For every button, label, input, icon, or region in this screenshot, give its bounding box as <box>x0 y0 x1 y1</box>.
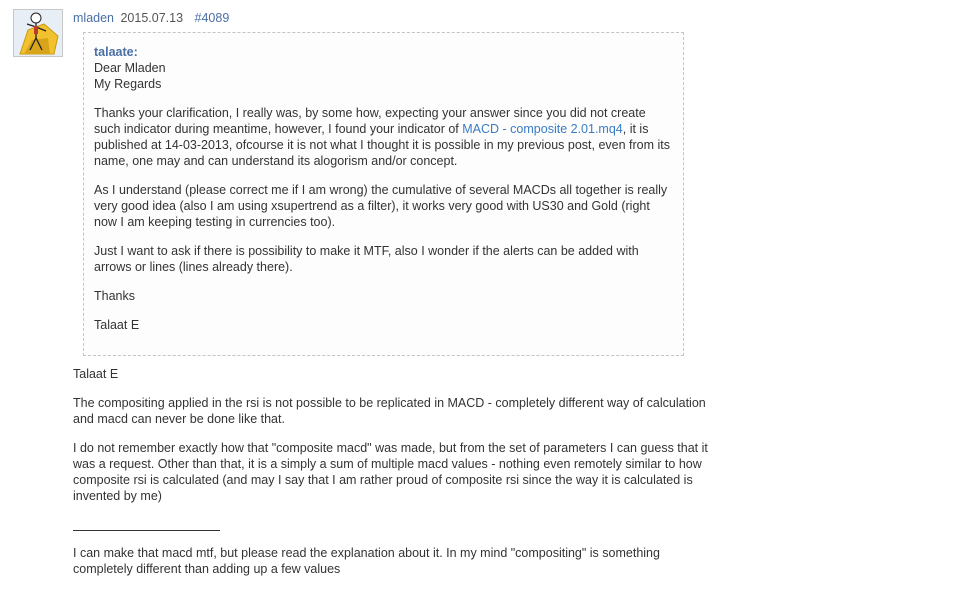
quote-paragraph: As I understand (please correct me if I am wrong) the cumulative of several MACDs all together is really very good idea (also I am using xsupertrend as a filter), it works very good with US30 and Gold (right now I am keeping testing in currencies too). <box>94 183 668 229</box>
quote-greeting-line: My Regards <box>94 77 162 91</box>
post-number-link[interactable]: #4089 <box>194 11 230 25</box>
indicator-link[interactable]: MACD - composite 2.01.mq4 <box>462 122 623 136</box>
quote-thanks: Thanks <box>94 289 135 303</box>
post-date: 2015.07.13 <box>120 11 184 25</box>
quote-paragraph <box>94 105 673 169</box>
quote-paragraph-text: , it is published at 14-03-2013, ofcourse it is not what I thought it is possible in my previous post, even from its name, one may and can understand its alogorism and/or concept. <box>94 122 671 168</box>
quote-greeting <box>94 60 673 92</box>
avatar[interactable] <box>13 9 63 57</box>
reply-paragraph: I do not remember exactly how that "composite macd" was made, but from the set of parameters I can guess that it was a request. Other than that, it is a simply a sum of multiple macd values - nothing even remotely similar to how composite rsi is calculated (and may I say that I am rather proud of composite rsi since the way it is calculated is invented by me) <box>73 441 708 503</box>
quote-paragraph: Just I want to ask if there is possibility to make it MTF, also I wonder if the alerts can be added with arrows or lines (lines already there). <box>94 244 639 274</box>
reply-paragraph: I can make that macd mtf, but please read the explanation about it. In my mind "compositing" is something completely different than adding up a few values <box>73 546 660 576</box>
quote-greeting-line: Dear Mladen <box>94 61 166 75</box>
reply-addressee: Talaat E <box>73 367 119 381</box>
signature-divider <box>73 530 220 531</box>
quote-block <box>83 32 684 356</box>
quote-signature: Talaat E <box>94 318 140 332</box>
post-body <box>73 366 713 590</box>
author-link[interactable]: mladen <box>73 11 114 25</box>
reply-paragraph: The compositing applied in the rsi is not possible to be replicated in MACD - completely different way of calculation and macd can never be done like that. <box>73 396 706 426</box>
post-meta <box>73 11 229 25</box>
stick-figure-avatar-icon <box>14 10 62 56</box>
quote-paragraph-text: Thanks your clarification, I really was, by some how, expecting your answer since you did not create such indicator during meantime, however, I found your indicator of <box>94 106 646 136</box>
quote-author: talaate: <box>94 45 138 59</box>
